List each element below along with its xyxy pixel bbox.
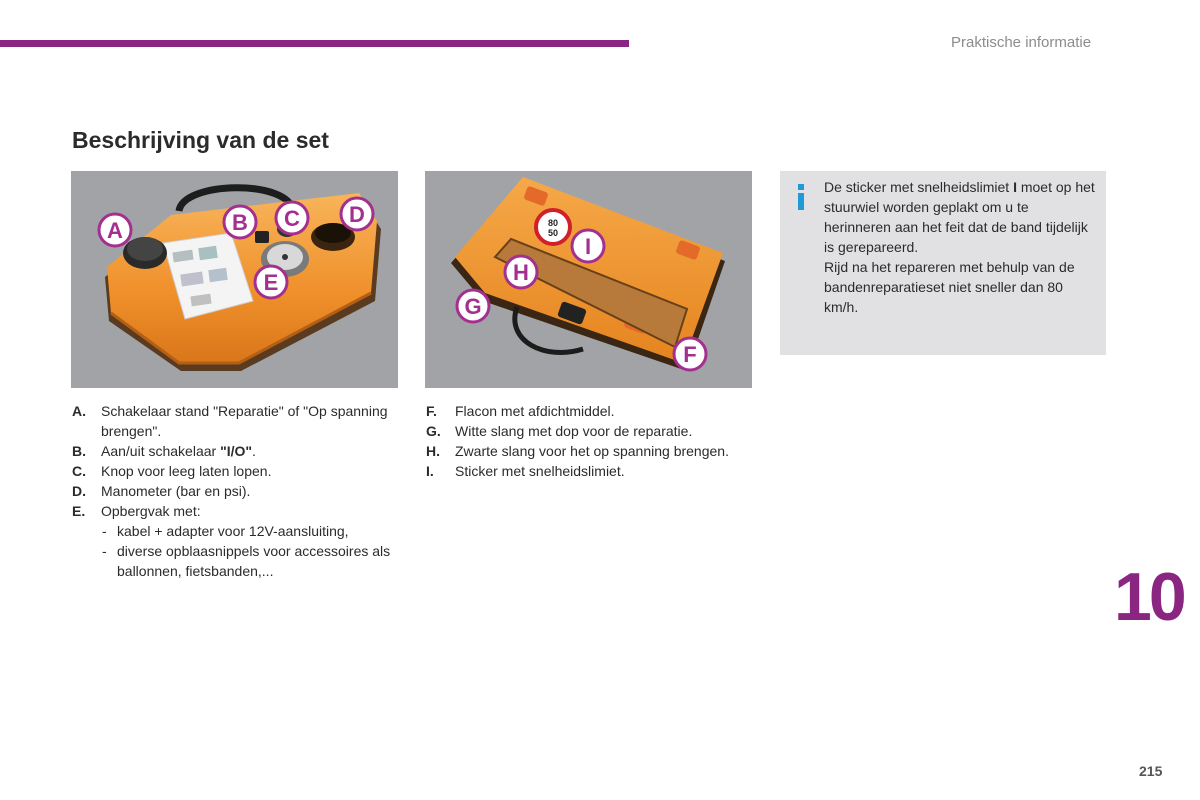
callout-g — [457, 290, 489, 322]
info-note-text — [824, 177, 1099, 317]
page-number: 215 — [1139, 763, 1163, 779]
list-item: B. Aan/uit schakelaar "I/O". — [72, 443, 256, 459]
section-label: Praktische informatie — [951, 34, 1092, 51]
svg-text:C: C — [284, 206, 300, 231]
list-item: I. Sticker met snelheidslimiet. — [426, 463, 625, 479]
list-item: A. Schakelaar stand "Reparatie" of "Op spanning brengen". — [72, 403, 388, 439]
svg-text:50: 50 — [547, 228, 559, 238]
sub-list — [101, 521, 392, 581]
list-item: E. Opbergvak met: - kabel + adapter voor 12V-aansluiting, - diverse opblaasnippels voor accessoires als ballonnen, fietsbanden,... — [72, 501, 392, 581]
list-item: H. Zwarte slang voor het op spanning brengen. — [426, 443, 729, 459]
legend-list-right — [426, 401, 746, 481]
callout-d — [341, 198, 373, 230]
callout-b — [224, 206, 256, 238]
page-title: Beschrijving van de set — [72, 127, 329, 153]
callout-a — [99, 214, 131, 246]
info-note-paragraph-1: De sticker met snelheidslimiet I moet op het stuurwiel worden geplakt om u te herinneren aan het feit dat de band tijdelijk is gerepareerd. — [824, 179, 1095, 255]
chapter-number: 10 — [1114, 559, 1184, 635]
sub-list-item: - kabel + adapter voor 12V-aansluiting, — [101, 521, 392, 541]
svg-text:A: A — [107, 218, 123, 243]
sealant-kit-illustration — [425, 171, 752, 388]
svg-text:I: I — [584, 234, 592, 259]
callout-h — [505, 256, 537, 288]
svg-text:E: E — [263, 270, 279, 295]
callout-f — [674, 338, 706, 370]
svg-text:H: H — [513, 260, 529, 285]
list-item: F. Flacon met afdichtmiddel. — [426, 403, 615, 419]
callout-e — [255, 266, 287, 298]
list-item: G. Witte slang met dop voor de reparatie. — [426, 423, 693, 439]
compressor-illustration — [71, 171, 398, 388]
svg-text:B: B — [232, 210, 248, 235]
legend-list-left — [72, 401, 392, 581]
info-icon — [798, 184, 804, 210]
sub-list-item: - diverse opblaasnippels voor accessoires als ballonnen, fietsbanden,... — [101, 541, 392, 581]
header-accent-bar — [0, 40, 629, 47]
info-note-box — [780, 171, 1106, 355]
speed-sticker — [536, 210, 570, 244]
info-note-paragraph-2: Rijd na het repareren met behulp van de bandenreparatieset niet sneller dan 80 km/h. — [824, 259, 1075, 315]
svg-text:F: F — [683, 342, 697, 367]
list-item: C. Knop voor leeg laten lopen. — [72, 463, 272, 479]
callout-i — [572, 230, 604, 262]
callout-c — [276, 202, 308, 234]
svg-text:80: 80 — [547, 218, 559, 228]
list-item: D. Manometer (bar en psi). — [72, 483, 251, 499]
svg-text:G: G — [464, 294, 482, 319]
power-switch — [255, 231, 269, 243]
svg-text:D: D — [349, 202, 365, 227]
